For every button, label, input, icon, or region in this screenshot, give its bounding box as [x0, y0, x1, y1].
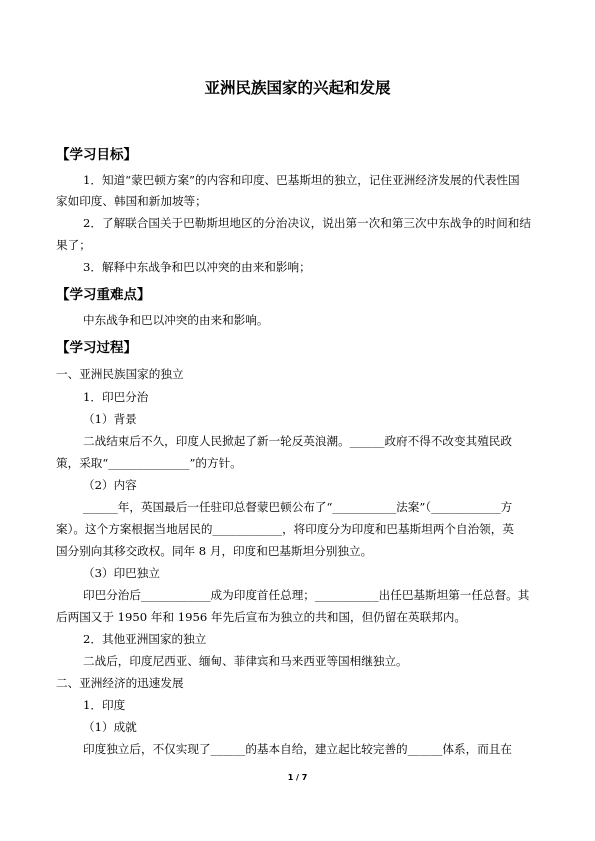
page-number: 1 / 7: [287, 773, 308, 782]
independence-line-1: 印巴分治后____________成为印度首任总理；___________出任巴基斯坦第一任总督。其: [83, 588, 530, 602]
content-line-1: ______年，英国最后一任驻印总督蒙巴顿公布了“___________法案”（____________方: [83, 500, 513, 514]
section-2-title: 二、亚洲经济的迅速发展: [56, 676, 184, 690]
content-line-2: 案）。这个方案根据当地居民的____________，将印度分为印度和巴基斯坦两个自治领，英: [56, 522, 514, 536]
background-line-1: 二战结束后不久，印度人民掀起了新一轮反英浪潮。______政府不得不改变其殖民政: [83, 434, 512, 448]
heading-process: 【学习过程】: [56, 340, 137, 356]
background-line-2: 策，采取“______________”的方针。: [56, 456, 242, 470]
section-1-title: 一、亚洲民族国家的独立: [56, 367, 184, 381]
subsection-1-1: 1．印巴分治: [83, 390, 149, 404]
other-countries-line: 二战后，印度尼西亚、缅甸、菲律宾和马来西亚等国相继独立。: [83, 654, 408, 668]
subsection-1-2: 2．其他亚洲国家的独立: [83, 632, 207, 646]
goal-line-2: 家如印度、韩国和新加坡等；: [56, 194, 207, 208]
content-line-3: 国分别向其移交政权。同年 8 月，印度和巴基斯坦分别独立。: [56, 544, 373, 558]
goal-line-5: 3．解释中东战争和巴以冲突的由来和影响；: [83, 260, 311, 274]
independence-line-2: 后两国又于 1950 年和 1956 年先后宣布为独立的共和国，但仍留在英联邦内。: [56, 610, 466, 624]
key-points-text: 中东战争和巴以冲突的由来和影响。: [83, 313, 269, 327]
subsection-2-1: 1．印度: [83, 698, 126, 712]
item-content: （2）内容: [83, 478, 137, 492]
item-achievements: （1）成就: [83, 720, 137, 734]
heading-key-points: 【学习重难点】: [56, 287, 151, 303]
goal-line-3: 2．了解联合国关于巴勒斯坦地区的分治决议，说出第一次和第三次中东战争的时间和结: [83, 216, 531, 230]
item-independence: （3）印巴独立: [83, 566, 160, 580]
page-title: 亚洲民族国家的兴起和发展: [204, 79, 391, 97]
item-background: （1）背景: [83, 412, 137, 426]
heading-goals: 【学习目标】: [56, 147, 137, 163]
achievements-line-1: 印度独立后，不仅实现了______的基本自给，建立起比较完善的______体系，而且在: [83, 742, 512, 756]
goal-line-4: 果了；: [56, 238, 91, 252]
goal-line-1: 1．知道“蒙巴顿方案”的内容和印度、巴基斯坦的独立，记住亚洲经济发展的代表性国: [83, 173, 520, 187]
